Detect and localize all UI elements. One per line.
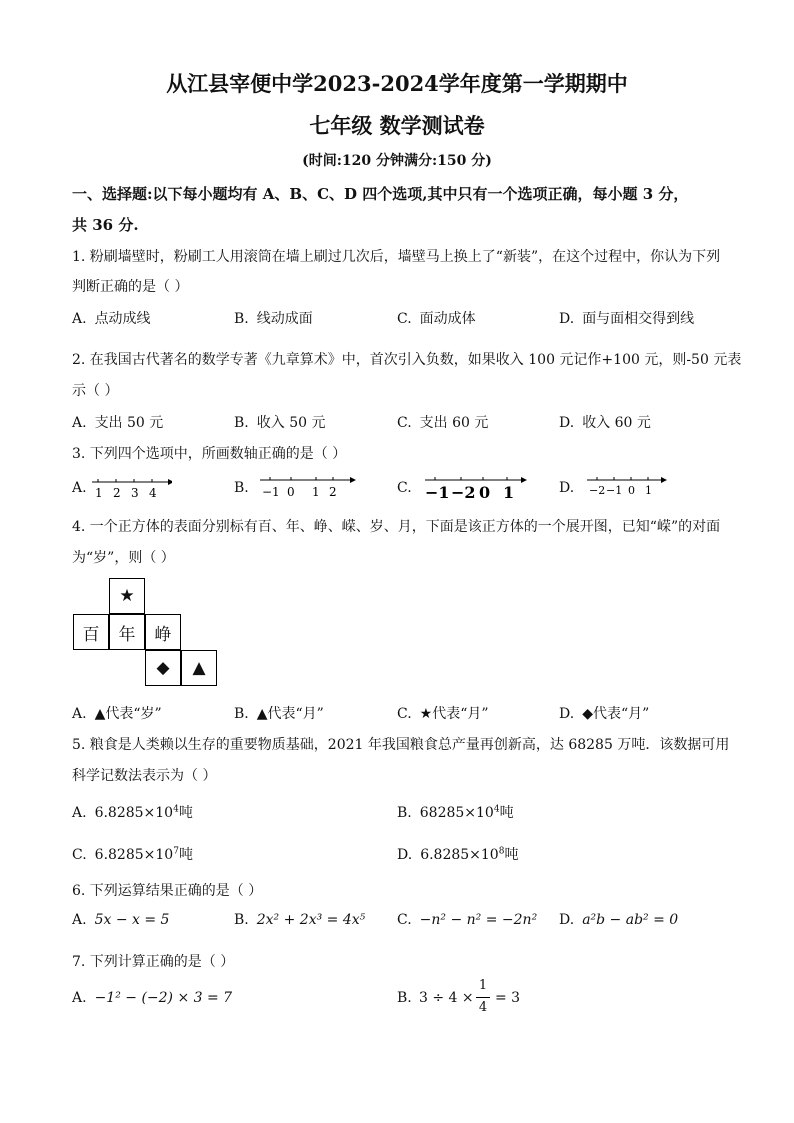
fraction-bar	[476, 997, 490, 998]
tick-label: −1	[606, 484, 623, 497]
question-2-option-b[interactable]: B. 收入 50 元	[234, 415, 326, 431]
question-5-option-b[interactable]: B. $68285\times 10^4$吨	[397, 804, 514, 821]
question-4-option-a[interactable]: A. ▲代表“岁”	[72, 706, 162, 722]
arrow-head	[661, 477, 667, 483]
question-6-text: 6. 下列运算结果正确的是（ ）	[72, 883, 263, 899]
arrow-head	[350, 477, 356, 483]
question-7-option-a[interactable]: A. −1² − (−2) × 3 = 7	[72, 990, 233, 1006]
exam-title: 从江县宰便中学2023-2024学年度第一学期期中	[166, 71, 628, 96]
tick-label: 2	[329, 485, 337, 499]
number-line-a	[90, 474, 172, 502]
tick-label: −2	[451, 483, 476, 502]
question-3-option-c[interactable]: C. −1 −2 0 1	[397, 480, 420, 496]
bai-face: 百	[73, 614, 109, 650]
question-1-option-c[interactable]: C. 面动成体	[397, 311, 476, 327]
tick-label: 1	[312, 485, 320, 499]
question-1-text-cont: 判断正确的是（ ）	[72, 279, 189, 295]
exam-subject-title: 七年级 数学测试卷	[309, 113, 485, 138]
question-2-option-a[interactable]: A. 支出 50 元	[72, 415, 164, 431]
arrow-head	[521, 477, 527, 483]
question-4-option-d[interactable]: D. ◆代表“月”	[559, 706, 650, 722]
fraction-numerator: 1	[478, 978, 488, 993]
question-5-option-c[interactable]: C. $6.8285\times 10^7$吨	[72, 846, 193, 863]
question-2-text-cont: 示（ ）	[72, 383, 119, 399]
question-6-option-d[interactable]: D. a²b − ab² = 0	[559, 912, 679, 928]
question-4-option-c[interactable]: C. ★代表“月”	[397, 706, 489, 722]
tick-label: 1	[503, 483, 515, 502]
number-line-d	[585, 470, 669, 502]
question-1-option-b[interactable]: B. 线动成面	[234, 311, 313, 327]
tick-label: 3	[131, 486, 139, 500]
zheng-face: 峥	[145, 614, 181, 650]
question-2-option-c[interactable]: C. 支出 60 元	[397, 415, 489, 431]
question-5-text: 5. 粮食是人类赖以生存的重要物质基础，2021 年我国粮食总产量再创新高，达 68285 万吨．该数据可用	[72, 737, 730, 753]
question-4-text-cont: 为“岁”，则（ ）	[72, 550, 175, 566]
question-6-option-b[interactable]: B. 2x² + 2x³ = 4x⁵	[234, 912, 366, 928]
triangle-face: ▲	[181, 650, 217, 686]
question-1-option-a[interactable]: A. 点动成线	[72, 311, 151, 327]
fraction-denominator: 4	[478, 1000, 488, 1015]
tick-label: 2	[113, 486, 121, 500]
tick-label: 0	[628, 484, 635, 497]
question-3-option-b[interactable]: B. −1 0 1 2	[234, 480, 257, 496]
tick-label: −1	[425, 483, 450, 502]
arrow-head	[168, 479, 172, 485]
tick-label: 1	[645, 484, 652, 497]
question-3-option-d[interactable]: D. −2 −1 0 1	[559, 480, 582, 496]
question-7-text: 7. 下列计算正确的是（ ）	[72, 954, 235, 970]
tick-label: 4	[149, 486, 157, 500]
question-2-option-d[interactable]: D. 收入 60 元	[559, 415, 651, 431]
number-line-b	[258, 470, 358, 500]
question-4-option-b[interactable]: B. ▲代表“月”	[234, 706, 324, 722]
question-4-text: 4. 一个正方体的表面分别标有百、年、峥、嵘、岁、月，下面是该正方体的一个展开图，已知“嵘”的对面	[72, 519, 721, 535]
diamond-face: ◆	[145, 650, 181, 686]
question-6-option-a[interactable]: A. 5x − x = 5	[72, 912, 170, 928]
question-5-option-a[interactable]: A. $6.8285\times 10^4$吨	[72, 804, 193, 821]
tick-label: 0	[479, 483, 491, 502]
number-line-c	[423, 470, 529, 502]
question-6-option-c[interactable]: C. −n² − n² = −2n²	[397, 912, 538, 928]
question-5-option-d[interactable]: D. $6.8285\times 10^8$吨	[397, 846, 519, 863]
question-3-text: 3. 下列四个选项中，所画数轴正确的是（ ）	[72, 446, 347, 462]
question-5-text-cont: 科学记数法表示为（ ）	[72, 768, 217, 784]
question-1-option-d[interactable]: D. 面与面相交得到线	[559, 311, 695, 327]
tick-label: −2	[589, 484, 606, 497]
star-face: ★	[109, 578, 145, 614]
question-1-text: 1. 粉刷墙壁时，粉刷工人用滚筒在墙上刷过几次后，墙壁马上换上了“新装”，在这个过程中，你认为下列	[72, 249, 721, 265]
tick-label: 0	[287, 485, 295, 499]
exam-page: 从江县宰便中学2023-2024学年度第一学期期中 七年级 数学测试卷 (时间:120 分钟满分:150 分) 一、选择题:以下每小题均有 A、B、C、D 四个选项,其中只有一个选项正确，每小题 3 分， 共 36 分. 1. 粉刷墙壁时，粉刷工人用滚筒在墙上刷过几次后，墙壁马上换上了“新装”，在这个过程中，你认为下列 判断正确的是（ ） A. 点动成线 B. 线动成面 C. 面动成体 D. 面与面相交得到线 2. 在我国古代著名的数学专著《九章算术》中，首次引入负数，如果收入 100 元记作+100 元，则-50 元表 示（ ） A. 支出 50 元 B. 收入 50 元 C. 支出 60 元 D. 收入 60 元 3. 下列四个选项中，所画数轴正确的是（ ） A. 1 2 3 4 B. −1 0 1 2 C. −1 −2 0 1 D. −2 −1 0 1 4. 一个正方体的表面分别标有百、年、峥、嵘、岁、月，下面是该正方体的一个展开图，已知“嵘”的对面 为“岁”，则（ ） ★ 百 年 峥 ◆ ▲ A. ▲代表“岁” B. ▲代表“月” C. ★代表“月” D. ◆代表“月” 5. 粮食是人类赖以生存的重要物质基础，2021 年我国粮食总产量再创新高，达 68285 万吨．该数据可用 科学记数法表示为（ ） A. $6.8285\times 10^4$吨 B. $68285\times 10^4$吨 C. $6.8285\times 10^7$吨 D. $6.8285\times 10^8$吨 6. 下列运算结果正确的是（ ） A. 5x − x = 5 B. 2x² + 2x³ = 4x⁵ C. −n² − n² = −2n² D. a²b − ab² = 0 7. 下列计算正确的是（ ） A. −1² − (−2) × 3 = 7 B. 3 ÷ 4 × 1 4 = 3	[0, 0, 794, 1123]
nian-face: 年	[109, 614, 145, 650]
tick-label: −1	[262, 485, 280, 499]
section-heading-cont: 共 36 分.	[72, 216, 139, 234]
question-2-text: 2. 在我国古代著名的数学专著《九章算术》中，首次引入负数，如果收入 100 元记作+100 元，则-50 元表	[72, 352, 742, 368]
section-heading: 一、选择题:以下每小题均有 A、B、C、D 四个选项,其中只有一个选项正确，每小题 3 分，	[72, 185, 689, 203]
exam-time-info: (时间:120 分钟满分:150 分)	[302, 153, 492, 169]
question-3-option-a[interactable]: A. 1 2 3 4	[72, 480, 95, 496]
tick-label: 1	[95, 486, 103, 500]
